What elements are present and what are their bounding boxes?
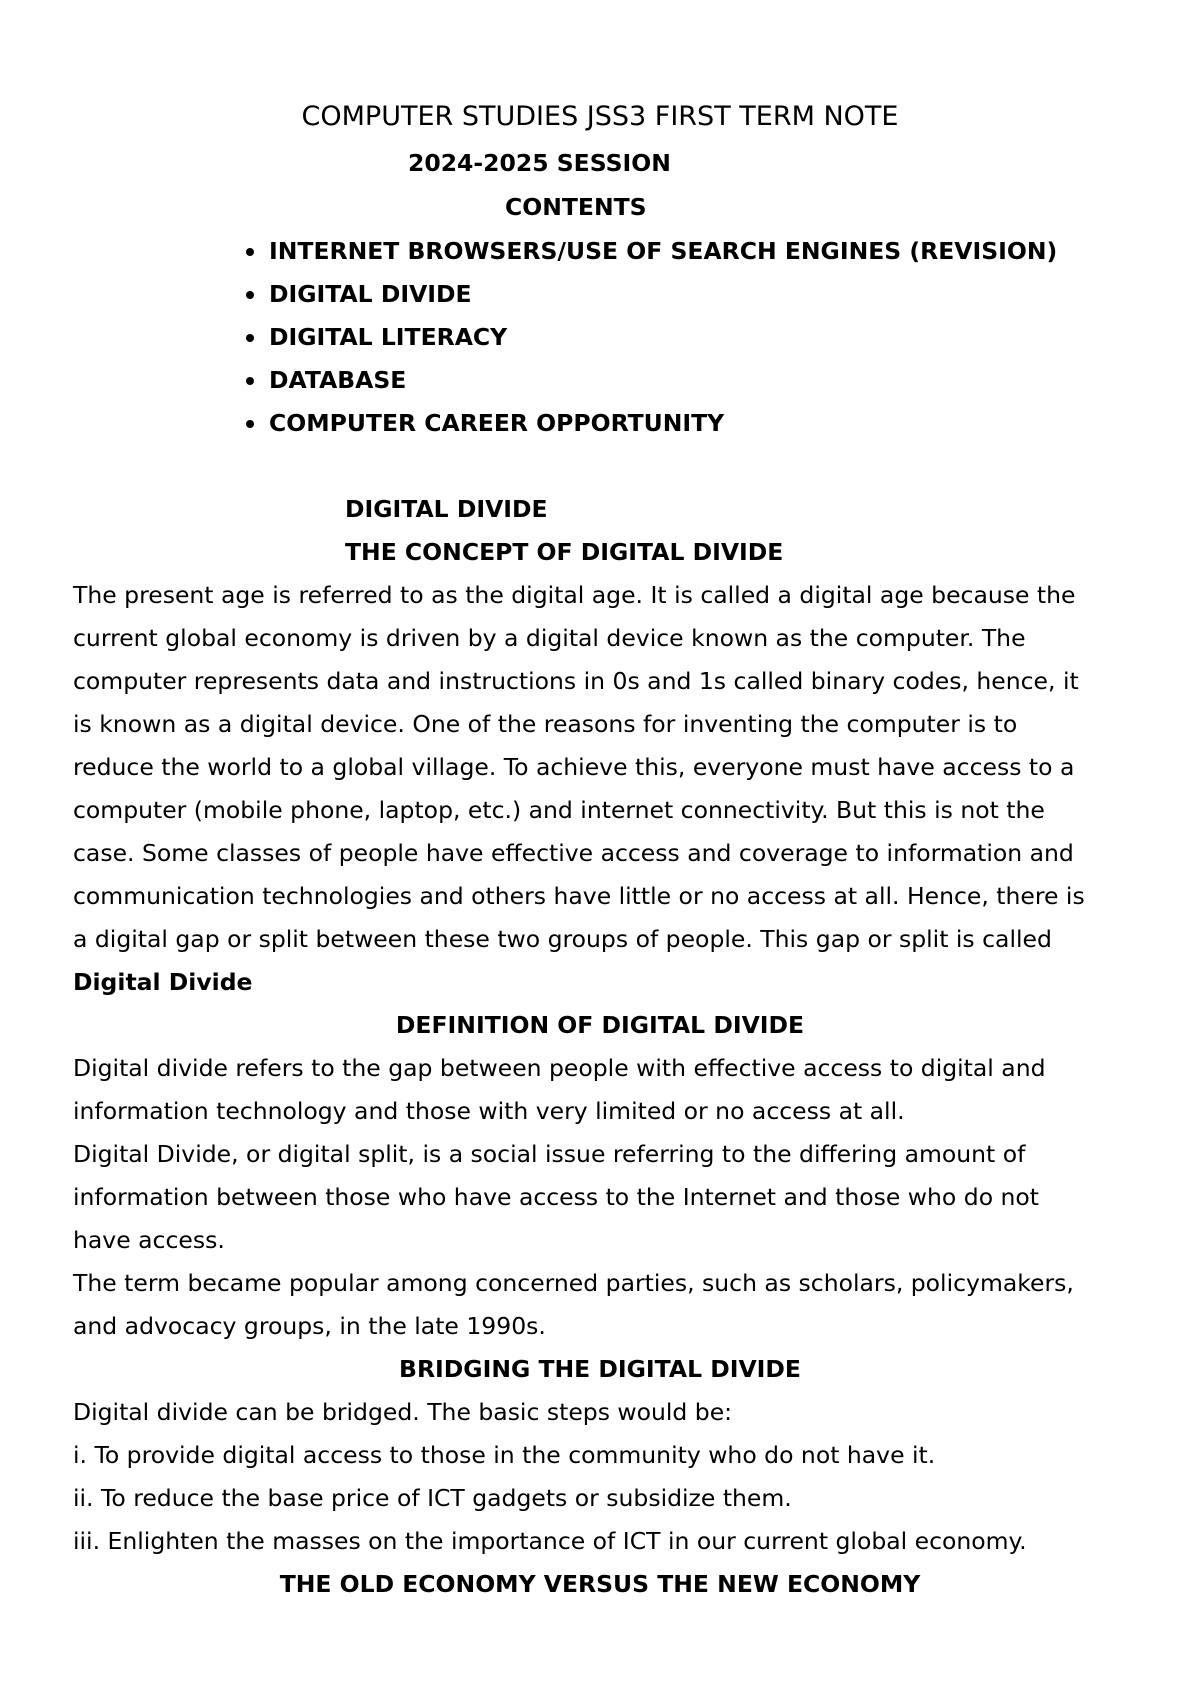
- session-label: 2024-2025 SESSION: [408, 149, 671, 177]
- list-item-label: INTERNET BROWSERS/USE OF SEARCH ENGINES (REVISION): [269, 237, 1058, 265]
- paragraph-line: and advocacy groups, in the late 1990s.: [73, 1312, 546, 1340]
- paragraph-line: The present age is referred to as the digital age. It is called a digital age because the: [73, 581, 1076, 609]
- bullet-icon: [246, 248, 254, 256]
- list-item: [269, 408, 724, 438]
- paragraph-line: have access.: [73, 1226, 225, 1254]
- list-item-label: DIGITAL DIVIDE: [269, 280, 472, 308]
- list-item: [269, 236, 1057, 266]
- paragraph-line: iii. Enlighten the masses on the importance of ICT in our current global economy.: [73, 1527, 1027, 1555]
- paragraph-line: Digital divide refers to the gap between people with effective access to digital and: [73, 1054, 1046, 1082]
- concept-heading: THE CONCEPT OF DIGITAL DIVIDE: [345, 538, 784, 566]
- paragraph-line: ii. To reduce the base price of ICT gadgets or subsidize them.: [73, 1484, 792, 1512]
- list-item: [269, 322, 507, 352]
- bullet-icon: [246, 291, 254, 299]
- paragraph-line: information technology and those with very limited or no access at all.: [73, 1097, 905, 1125]
- paragraph-line: a digital gap or split between these two groups of people. This gap or split is called: [73, 925, 1052, 953]
- list-item-label: DIGITAL LITERACY: [269, 323, 508, 351]
- bullet-icon: [246, 420, 254, 428]
- paragraph-line: is known as a digital device. One of the reasons for inventing the computer is to: [73, 710, 1018, 738]
- paragraph-line: current global economy is driven by a digital device known as the computer. The: [73, 624, 1026, 652]
- list-item-label: DATABASE: [269, 366, 407, 394]
- paragraph-line: Digital divide can be bridged. The basic steps would be:: [73, 1398, 733, 1426]
- contents-heading: CONTENTS: [505, 193, 647, 221]
- economy-heading: THE OLD ECONOMY VERSUS THE NEW ECONOMY: [279, 1570, 921, 1598]
- paragraph-line: reduce the world to a global village. To achieve this, everyone must have access to a: [73, 753, 1075, 781]
- document-title: COMPUTER STUDIES JSS3 FIRST TERM NOTE: [301, 101, 899, 132]
- paragraph-line: information between those who have access to the Internet and those who do not: [73, 1183, 1040, 1211]
- list-item: [269, 365, 406, 395]
- paragraph-line: communication technologies and others have little or no access at all. Hence, there is: [73, 882, 1085, 910]
- list-item: [269, 279, 472, 309]
- section-heading: DIGITAL DIVIDE: [345, 495, 548, 523]
- bridging-heading: BRIDGING THE DIGITAL DIVIDE: [399, 1355, 801, 1383]
- bullet-icon: [246, 334, 254, 342]
- concept-term: Digital Divide: [73, 968, 253, 996]
- paragraph-line: case. Some classes of people have effective access and coverage to information and: [73, 839, 1074, 867]
- paragraph-line: Digital Divide, or digital split, is a social issue referring to the differing amount of: [73, 1140, 1026, 1168]
- paragraph-line: computer represents data and instructions in 0s and 1s called binary codes, hence, it: [73, 667, 1079, 695]
- paragraph-line: computer (mobile phone, laptop, etc.) and internet connectivity. But this is not the: [73, 796, 1045, 824]
- definition-heading: DEFINITION OF DIGITAL DIVIDE: [395, 1011, 805, 1039]
- paragraph-line: The term became popular among concerned parties, such as scholars, policymakers,: [73, 1269, 1074, 1297]
- bullet-icon: [246, 377, 254, 385]
- list-item-label: COMPUTER CAREER OPPORTUNITY: [269, 409, 725, 437]
- paragraph-line: i. To provide digital access to those in the community who do not have it.: [73, 1441, 936, 1469]
